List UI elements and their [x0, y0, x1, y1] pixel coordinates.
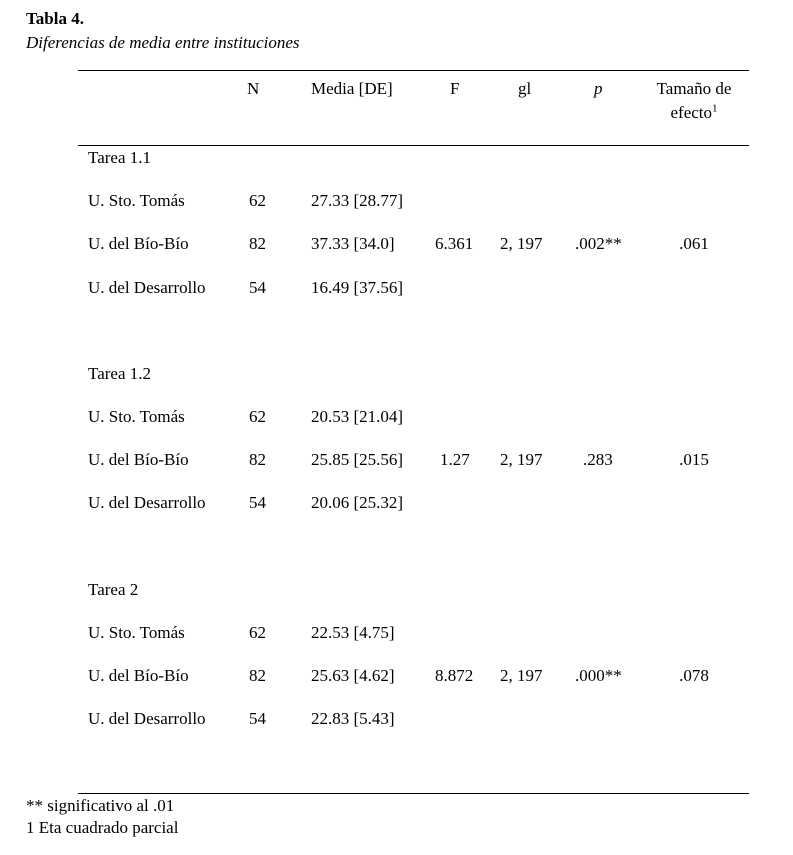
header-f: F	[450, 79, 460, 98]
row-p: .002**	[575, 234, 622, 253]
footnote-significance: ** significativo al .01	[26, 796, 175, 815]
row-f: 1.27	[440, 450, 470, 469]
row-n: 62	[249, 623, 266, 642]
group-title-tarea-1-1: Tarea 1.1	[88, 148, 151, 167]
row-f: 8.872	[435, 666, 474, 685]
table-number: Tabla 4.	[26, 9, 84, 28]
row-institution: U. del Desarrollo	[88, 709, 206, 728]
row-n: 82	[249, 234, 266, 253]
row-effect: .061	[679, 234, 709, 253]
row-institution: U. del Bío-Bío	[88, 666, 189, 685]
row-n: 54	[249, 493, 266, 512]
row-institution: U. del Bío-Bío	[88, 450, 189, 469]
row-f: 6.361	[435, 234, 474, 253]
header-effect-superscript: 1	[712, 102, 718, 115]
top-rule	[78, 70, 749, 71]
row-media: 37.33 [34.0]	[311, 234, 395, 253]
row-n: 62	[249, 407, 266, 426]
row-institution: U. del Bío-Bío	[88, 234, 189, 253]
row-p: .283	[583, 450, 613, 469]
group-title-tarea-2: Tarea 2	[88, 580, 139, 599]
row-effect: .015	[679, 450, 709, 469]
footnote-effect-size: 1 Eta cuadrado parcial	[26, 818, 179, 837]
header-gl: gl	[518, 79, 532, 98]
header-media: Media [DE]	[311, 79, 393, 98]
table-caption: Diferencias de media entre instituciones	[26, 33, 300, 52]
row-media: 22.83 [5.43]	[311, 709, 395, 728]
group-title-tarea-1-2: Tarea 1.2	[88, 364, 151, 383]
row-n: 82	[249, 450, 266, 469]
row-gl: 2, 197	[500, 450, 543, 469]
row-effect: .078	[679, 666, 709, 685]
row-media: 25.63 [4.62]	[311, 666, 395, 685]
row-institution: U. del Desarrollo	[88, 278, 206, 297]
header-p: p	[594, 79, 603, 98]
row-gl: 2, 197	[500, 666, 543, 685]
row-institution: U. Sto. Tomás	[88, 407, 185, 426]
row-institution: U. Sto. Tomás	[88, 191, 185, 210]
row-media: 27.33 [28.77]	[311, 191, 404, 210]
row-media: 25.85 [25.56]	[311, 450, 404, 469]
row-n: 62	[249, 191, 266, 210]
row-gl: 2, 197	[500, 234, 543, 253]
row-media: 16.49 [37.56]	[311, 278, 404, 297]
row-n: 82	[249, 666, 266, 685]
row-media: 20.53 [21.04]	[311, 407, 404, 426]
row-institution: U. Sto. Tomás	[88, 623, 185, 642]
row-media: 22.53 [4.75]	[311, 623, 395, 642]
row-n: 54	[249, 278, 266, 297]
row-p: .000**	[575, 666, 622, 685]
bottom-rule	[78, 793, 749, 794]
header-effect-line2	[640, 103, 748, 123]
header-rule	[78, 145, 749, 146]
header-effect-label: efecto	[670, 103, 713, 122]
header-n: N	[247, 79, 260, 98]
row-n: 54	[249, 709, 266, 728]
row-institution: U. del Desarrollo	[88, 493, 206, 512]
header-effect-line1: Tamaño de	[656, 79, 732, 98]
row-media: 20.06 [25.32]	[311, 493, 404, 512]
